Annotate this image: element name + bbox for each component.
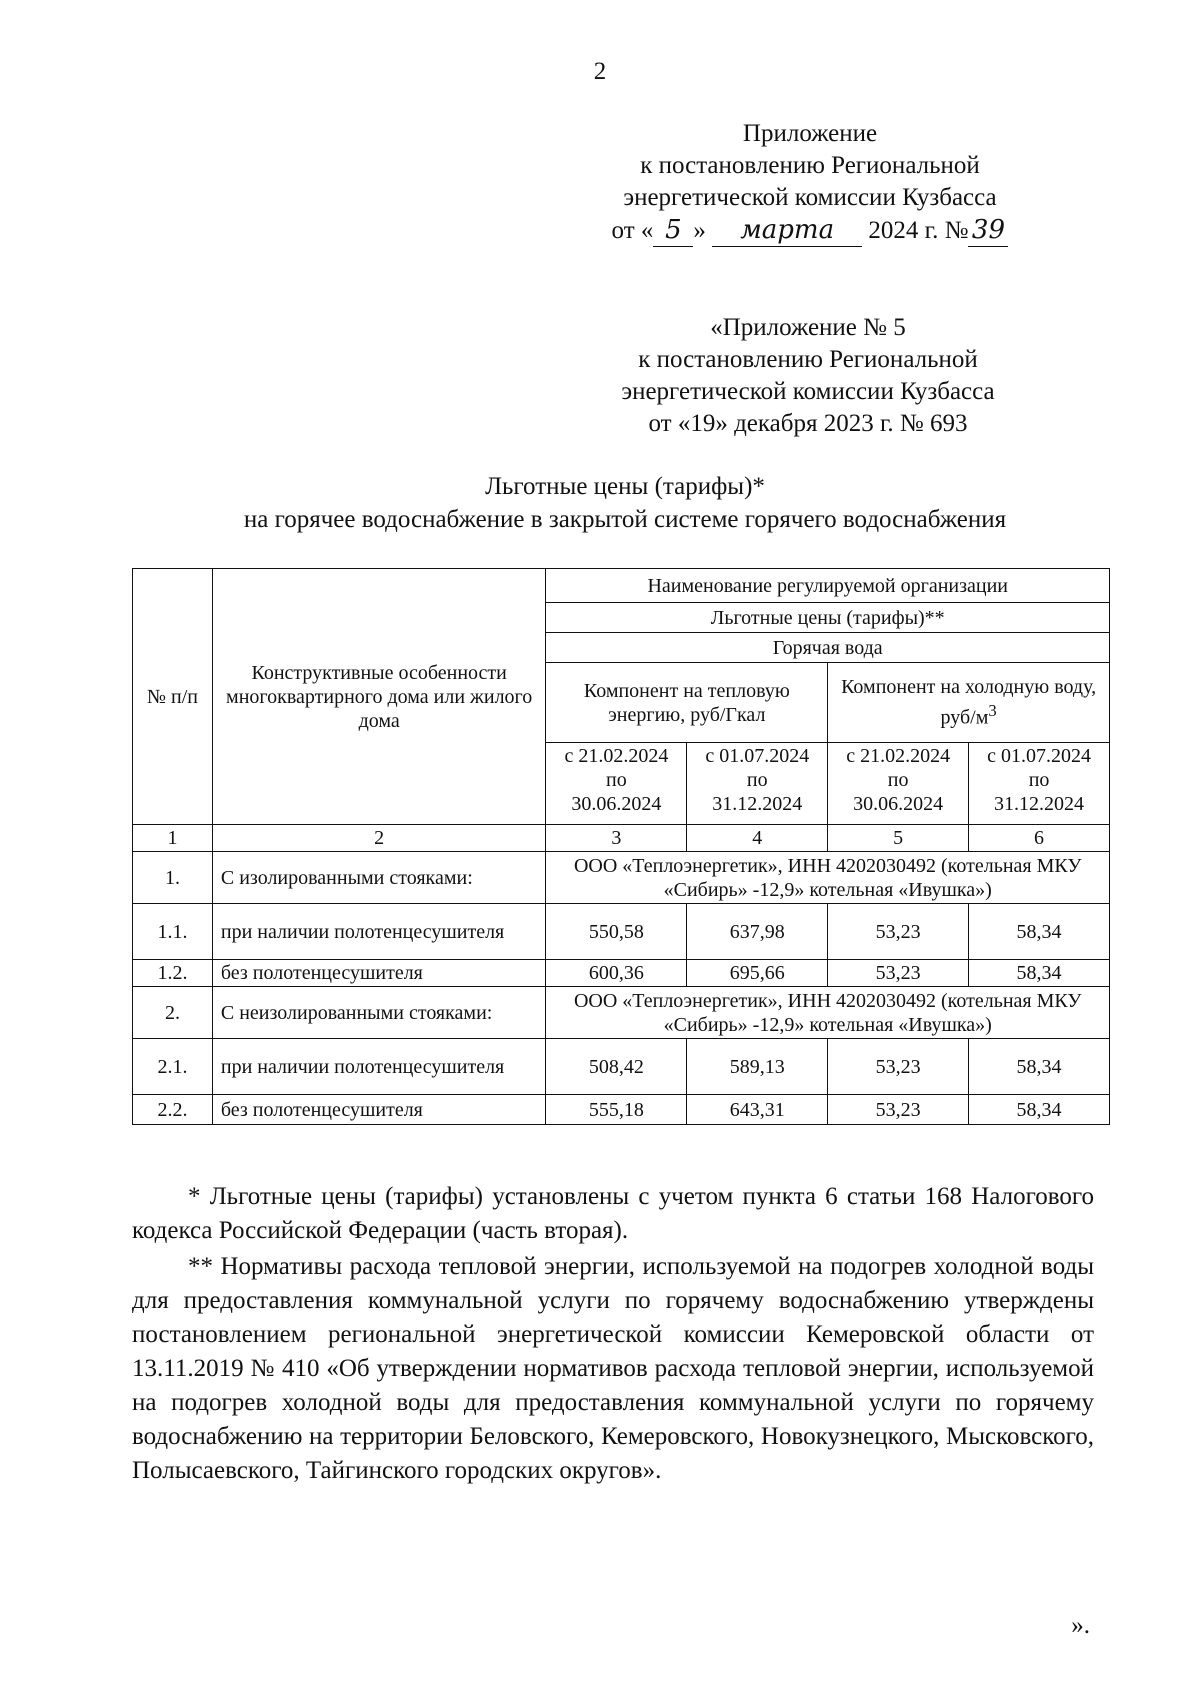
section-label: С изолированными стояками:: [212, 852, 546, 904]
appendix-header-line3: энергетической комиссии Кузбасса: [623, 184, 997, 211]
col-number: 3: [546, 825, 687, 852]
row-value: 550,58: [546, 904, 687, 960]
appendix-header-line1: Приложение: [742, 120, 878, 147]
page-number: 2: [593, 58, 607, 85]
date-mid: »: [693, 217, 706, 244]
appendix-date-line: [590, 214, 1030, 247]
header-cold-component: [828, 663, 1110, 743]
row-value: 58,34: [969, 904, 1110, 960]
title-line1: Льготные цены (тарифы)*: [485, 473, 765, 500]
footnote-1: * Льготные цены (тарифы) установлены с учетом пункта 6 статьи 168 Налогового кодекса Российской Федерации (часть вторая).: [132, 1183, 1094, 1244]
original-appendix-line3: энергетической комиссии Кузбасса: [621, 378, 995, 405]
header-org-name: Наименование регулируемой организации: [546, 569, 1110, 603]
col-number: 6: [969, 825, 1110, 852]
header-construction: Конструктивные особенности многоквартирного дома или жилого дома: [212, 569, 546, 825]
footnote-2: ** Нормативы расхода тепловой энергии, используемой на подогрев холодной воды для предоставления коммунальной услуги по горячему водоснабжению утверждены постановлением региональной энергетической комиссии Кемеровской области от 13.11.2019 № 410 «Об утверждении нормативов расхода тепловой энергии, используемой на подогрев холодной воды для предоставления коммунальной услуги по горячему водоснабжению на территории Беловского, Кемеровского, Новокузнецкого, Мысковского, Полысаевского, Тайгинского городских округов».: [132, 1253, 1094, 1484]
period-cell: [546, 743, 687, 825]
period-to: 30.06.2024: [571, 793, 662, 815]
row-value: 53,23: [828, 1095, 969, 1125]
row-value: 637,98: [687, 904, 828, 960]
appendix-header: [590, 118, 1030, 247]
original-appendix-line1: «Приложение № 5: [710, 314, 906, 341]
appendix-header-line2: к постановлению Региональной: [640, 152, 980, 179]
row-value: 58,34: [969, 1095, 1110, 1125]
section-num: 2.: [133, 987, 213, 1039]
row-value: 589,13: [687, 1039, 828, 1095]
header-num: № п/п: [133, 569, 213, 825]
row-value: 695,66: [687, 960, 828, 987]
period-mid: по: [887, 769, 909, 791]
col-number: 2: [212, 825, 546, 852]
period-mid: по: [1028, 769, 1050, 791]
row-value: 53,23: [828, 960, 969, 987]
row-num: 1.1.: [133, 904, 213, 960]
table-row: [133, 904, 1110, 960]
table-row: [133, 987, 1110, 1039]
period-mid: по: [606, 769, 627, 791]
section-label: С неизолированными стояками:: [212, 987, 546, 1039]
period-to: 31.12.2024: [712, 793, 803, 815]
section-org: ООО «Теплоэнергетик», ИНН 4202030492 (котельная МКУ «Сибирь» -12,9» котельная «Ивушка»): [546, 852, 1110, 904]
period-from: с 01.07.2024: [987, 745, 1091, 767]
row-value: 58,34: [969, 960, 1110, 987]
original-appendix-line2: к постановлению Региональной: [638, 346, 978, 373]
original-appendix-line4: от «19» декабря 2023 г. № 693: [648, 410, 968, 437]
row-value: 53,23: [828, 904, 969, 960]
tariff-table: [132, 568, 1110, 1125]
col-number: 5: [828, 825, 969, 852]
row-num: 2.1.: [133, 1039, 213, 1095]
row-label: при наличии полотенцесушителя: [212, 1039, 546, 1095]
section-num: 1.: [133, 852, 213, 904]
cold-component-text: Компонент на холодную воду, руб/м: [841, 676, 1097, 729]
period-from: с 01.07.2024: [705, 745, 810, 767]
original-appendix-header: [588, 312, 1028, 440]
table-row: [133, 1039, 1110, 1095]
row-value: 58,34: [969, 1039, 1110, 1095]
period-cell: [828, 743, 969, 825]
row-value: 600,36: [546, 960, 687, 987]
table-row: [133, 1095, 1110, 1125]
row-label: без полотенцесушителя: [212, 1095, 546, 1125]
date-suffix: 2024 г. №: [868, 217, 969, 244]
period-to: 31.12.2024: [994, 793, 1085, 815]
row-value: 508,42: [546, 1039, 687, 1095]
table-row: [133, 852, 1110, 904]
period-from: с 21.02.2024: [846, 745, 951, 767]
row-value: 555,18: [546, 1095, 687, 1125]
col-number: 1: [133, 825, 213, 852]
closing-quote: ».: [1071, 1612, 1090, 1639]
table-row: [133, 960, 1110, 987]
period-from: с 21.02.2024: [564, 745, 669, 767]
handwritten-month: марта: [712, 214, 862, 247]
col-number: 4: [687, 825, 828, 852]
header-prices: Льготные цены (тарифы)**: [546, 603, 1110, 633]
period-cell: [969, 743, 1110, 825]
row-label: при наличии полотенцесушителя: [212, 904, 546, 960]
date-prefix: от «: [611, 217, 654, 244]
handwritten-day: 5: [653, 214, 693, 247]
document-title: [0, 470, 1200, 536]
row-num: 2.2.: [133, 1095, 213, 1125]
handwritten-number: 39: [968, 214, 1008, 247]
section-org: ООО «Теплоэнергетик», ИНН 4202030492 (котельная МКУ «Сибирь» -12,9» котельная «Ивушка»): [546, 987, 1110, 1039]
title-line2: на горячее водоснабжение в закрытой системе горячего водоснабжения: [243, 506, 1007, 533]
period-to: 30.06.2024: [853, 793, 944, 815]
row-label: без полотенцесушителя: [212, 960, 546, 987]
header-hot-water: Горячая вода: [546, 633, 1110, 663]
row-value: 53,23: [828, 1039, 969, 1095]
period-cell: [687, 743, 828, 825]
period-mid: по: [746, 769, 768, 791]
header-heat-component: Компонент на тепловую энергию, руб/Гкал: [546, 663, 828, 743]
row-num: 1.2.: [133, 960, 213, 987]
row-value: 643,31: [687, 1095, 828, 1125]
cold-component-sup: 3: [988, 701, 997, 721]
